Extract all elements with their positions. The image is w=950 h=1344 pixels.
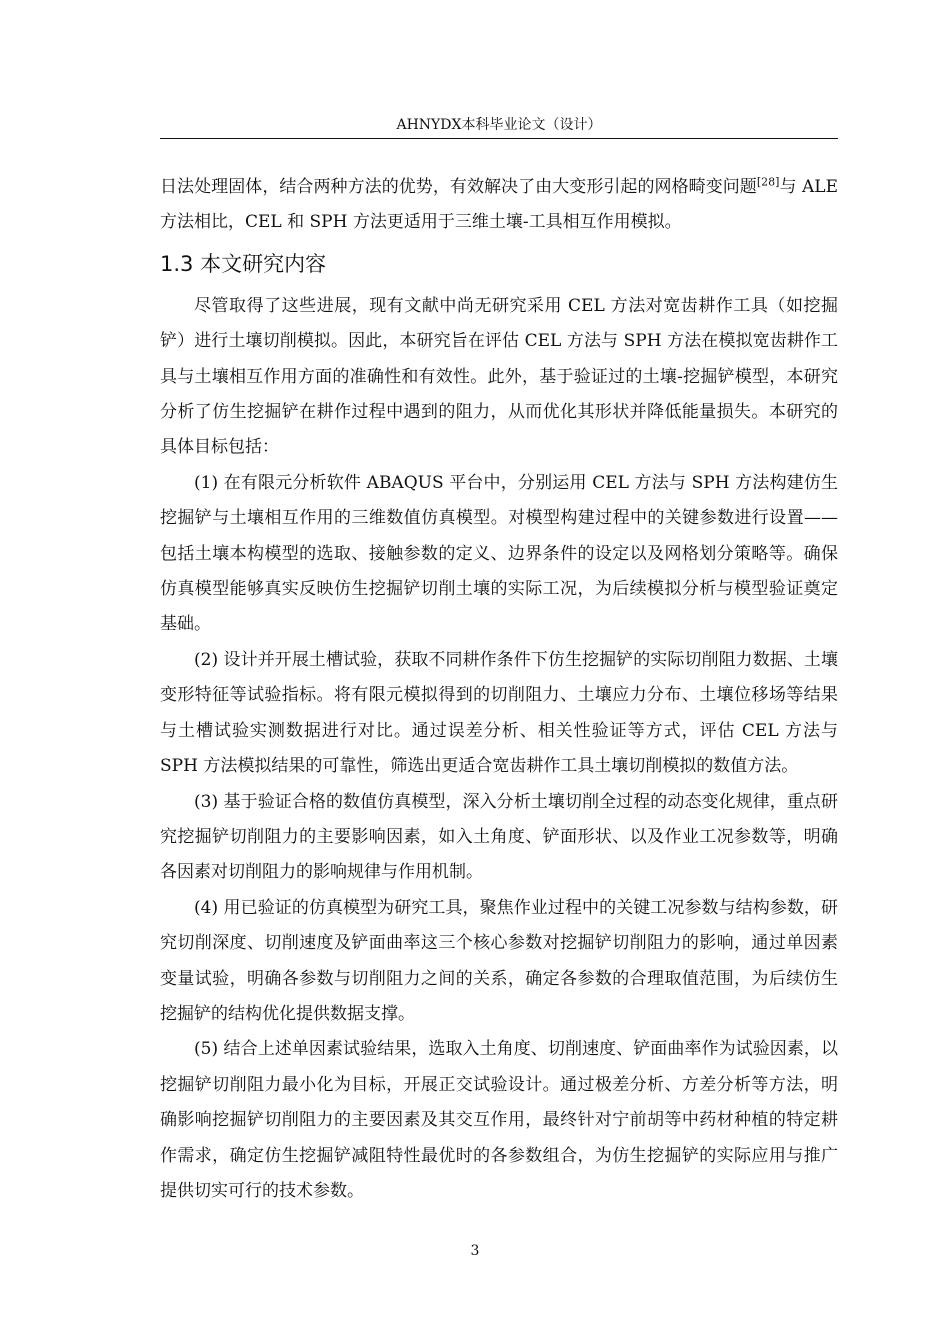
section-intro-paragraph: 尽管取得了这些进展，现有文献中尚无研究采用 CEL 方法对宽齿耕作工具（如挖掘铲）进行土壤切削模拟。因此，本研究旨在评估 CEL 方法与 SPH 方法在模拟宽齿耕作工具与土壤相互作用方面的准确性和有效性。此外，基于验证过的土壤-挖掘铲模型，本研究分析了仿生挖掘铲在耕作过程中遇到的阻力，从而优化其形状并降低能量损失。本研究的具体目标包括：	[160, 295, 838, 458]
objective-paragraph-1: (1) 在有限元分析软件 ABAQUS 平台中，分别运用 CEL 方法与 SPH 方法构建仿生挖掘铲与土壤相互作用的三维数值仿真模型。对模型构建过程中的关键参数进行设置——包括土壤本构模型的选取、接触参数的定义、边界条件的设定以及网格划分策略等。确保仿真模型能够真实反映仿生挖掘铲切削土壤的实际工况，为后续模拟分析与模型验证奠定基础。	[160, 472, 838, 635]
objective-paragraph-3: (3) 基于验证合格的数值仿真模型，深入分析土壤切削全过程的动态变化规律，重点研究挖掘铲切削阻力的主要影响因素，如入土角度、铲面形状、以及作业工况参数等，明确各因素对切削阻力的影响规律与作用机制。	[160, 791, 838, 883]
objective-paragraph-2: (2) 设计并开展土槽试验，获取不同耕作条件下仿生挖掘铲的实际切削阻力数据、土壤变形特征等试验指标。将有限元模拟得到的切削阻力、土壤应力分布、土壤位移场等结果与土槽试验实测数据进行对比。通过误差分析、相关性验证等方式，评估 CEL 方法与 SPH 方法模拟结果的可靠性，筛选出更适合宽齿耕作工具土壤切削模拟的数值方法。	[160, 649, 838, 777]
continued-paragraph-text: 日法处理固体，结合两种方法的优势，有效解决了由大变形引起的网格畸变问题	[160, 177, 757, 197]
section-heading: 1.3 本文研究内容	[160, 251, 327, 276]
objective-paragraph-4: (4) 用已验证的仿真模型为研究工具，聚焦作业过程中的关键工况参数与结构参数，研究切削深度、切削速度及铲面曲率这三个核心参数对挖掘铲切削阻力的影响，通过单因素变量试验，明确各参数与切削阻力之间的关系，确定各参数的合理取值范围，为后续仿生挖掘铲的结构优化提供数据支撑。	[160, 897, 838, 1024]
objective-paragraph-5: (5) 结合上述单因素试验结果，选取入土角度、切削速度、铲面曲率作为试验因素，以挖掘铲切削阻力最小化为目标，开展正交试验设计。通过极差分析、方差分析等方法，明确影响挖掘铲切削阻力的主要因素及其交互作用，最终针对宁前胡等中药材种植的特定耕作需求，确定仿生挖掘铲减阻特性最优时的各参数组合，为仿生挖掘铲的实际应用与推广提供切实可行的技术参数。	[160, 1039, 838, 1201]
page-content	[160, 170, 838, 1209]
continued-paragraph	[160, 170, 838, 241]
continued-paragraph-text-after: 与 ALE 方法相比，CEL 和 SPH 方法更适用于三维土壤-工具相互作用模拟。	[160, 177, 838, 233]
running-header: AHNYDX本科毕业论文（设计）	[396, 117, 602, 133]
page-number: 3	[470, 1243, 480, 1259]
header-rule	[160, 138, 838, 139]
citation-reference: [28]	[756, 175, 780, 189]
